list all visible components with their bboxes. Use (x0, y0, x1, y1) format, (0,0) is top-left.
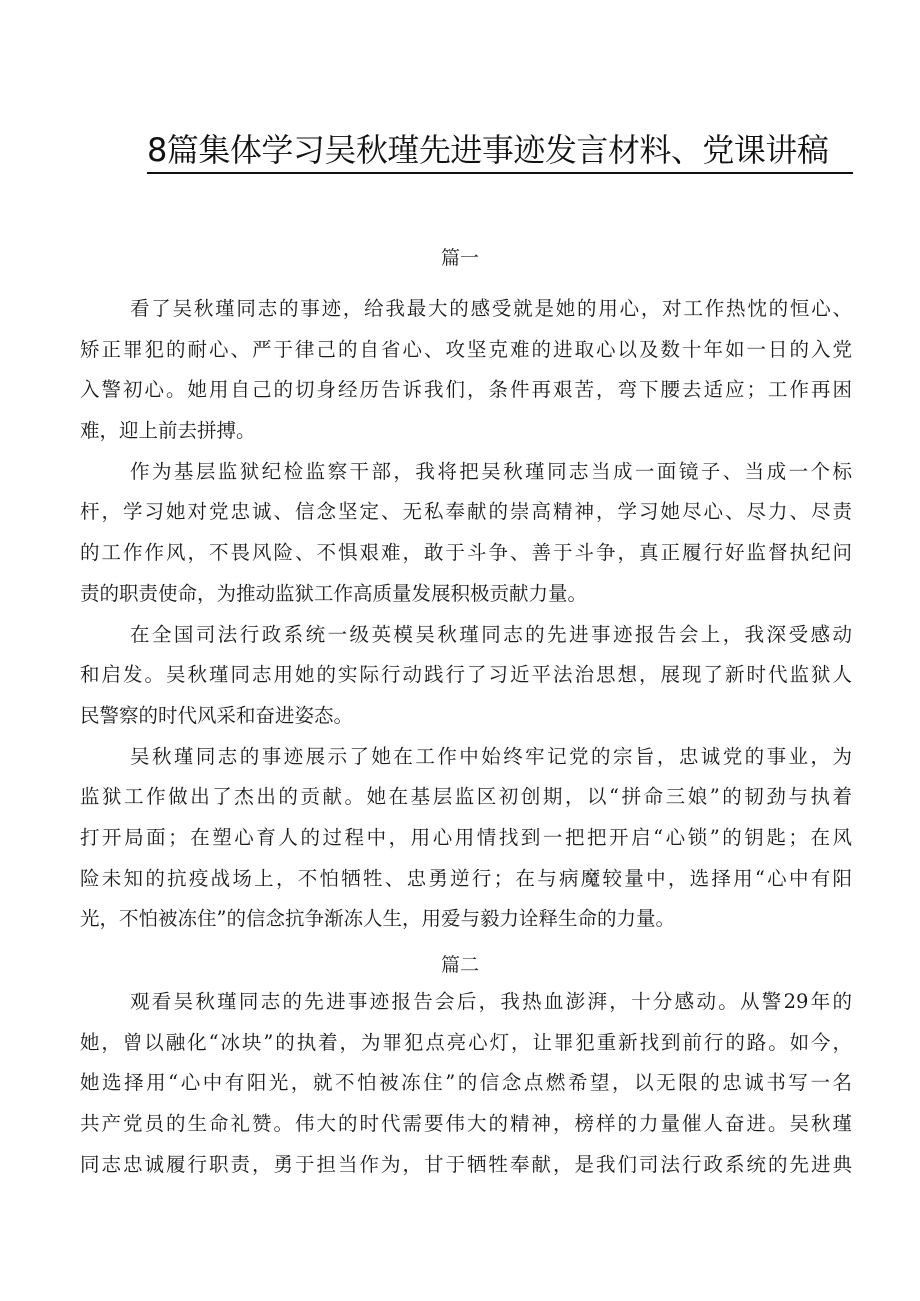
paragraph-line: 难，迎上前去拼搏。 (80, 419, 256, 443)
paragraph-line: 吴秋瑾同志的事迹展示了她在工作中始终牢记党的宗旨，忠诚党的事业，为 (130, 744, 852, 768)
paragraph-line: 同志忠诚履行职责，勇于担当作为，甘于牺牲奉献，是我们司法行政系统的先进典 (80, 1152, 852, 1176)
paragraph-line: 险未知的抗疫战场上，不怕牺牲、忠勇逆行；在与病魔较量中，选择用“心中有阳 (80, 866, 852, 890)
paragraph-line: 打开局面；在塑心育人的过程中，用心用情找到一把把开启“心锁”的钥匙；在风 (80, 825, 852, 849)
paragraph-line: 在全国司法行政系统一级英模吴秋瑾同志的先进事迹报告会上，我深受感动 (130, 622, 852, 646)
paragraph-line: 看了吴秋瑾同志的事迹，给我最大的感受就是她的用心，对工作热忱的恒心、 (130, 297, 852, 320)
paragraph-line: 矫正罪犯的耐心、严于律己的自省心、攻坚克难的进取心以及数十年如一日的入党 (80, 337, 852, 361)
paragraph-line: 民警察的时代风采和奋进姿态。 (80, 703, 354, 727)
paragraph-line: 入警初心。她用自己的切身经历告诉我们，条件再艰苦，弯下腰去适应；工作再困 (80, 378, 852, 402)
paragraph-line: 她，曾以融化“冰块”的执着，为罪犯点亮心灯，让罪犯重新找到前行的路。如今， (80, 1030, 852, 1054)
paragraph-line: 她选择用“心中有阳光，就不怕被冻住”的信念点燃希望，以无限的忠诚书写一名 (80, 1071, 852, 1095)
document-title: 8篇集体学习吴秋瑾先进事迹发言材料、党课讲稿 (147, 131, 829, 169)
title-underline (147, 172, 853, 174)
paragraph-line: 观看吴秋瑾同志的先进事迹报告会后，我热血澎湃，十分感动。从警29年的 (130, 990, 852, 1013)
section-heading-1: 篇一 (440, 247, 479, 269)
paragraph-line: 杆，学习她对党忠诚、信念坚定、无私奉献的崇高精神，学习她尽心、尽力、尽责 (80, 500, 852, 524)
paragraph-line: 光，不怕被冻住”的信念抗争渐冻人生，用爱与毅力诠释生命的力量。 (80, 907, 675, 931)
paragraph-line: 共产党员的生命礼赞。伟大的时代需要伟大的精神，榜样的力量催人奋进。吴秋瑾 (80, 1112, 852, 1136)
paragraph-line: 作为基层监狱纪检监察干部，我将把吴秋瑾同志当成一面镜子、当成一个标 (130, 459, 852, 483)
paragraph-line: 监狱工作做出了杰出的贡献。她在基层监区初创期，以“拼命三娘”的韧劲与执着 (80, 785, 852, 809)
section-1-body (80, 289, 852, 940)
paragraph-line: 责的职责使命，为推动监狱工作高质量发展积极贡献力量。 (80, 581, 588, 605)
section-heading-2: 篇二 (440, 954, 479, 976)
paragraph-line: 的工作作风，不畏风险、不惧艰难，敢于斗争、善于斗争，真正履行好监督执纪问 (80, 541, 852, 565)
paragraph-line: 和启发。吴秋瑾同志用她的实际行动践行了习近平法治思想，展现了新时代监狱人 (80, 663, 852, 687)
section-2-body (80, 982, 852, 1185)
